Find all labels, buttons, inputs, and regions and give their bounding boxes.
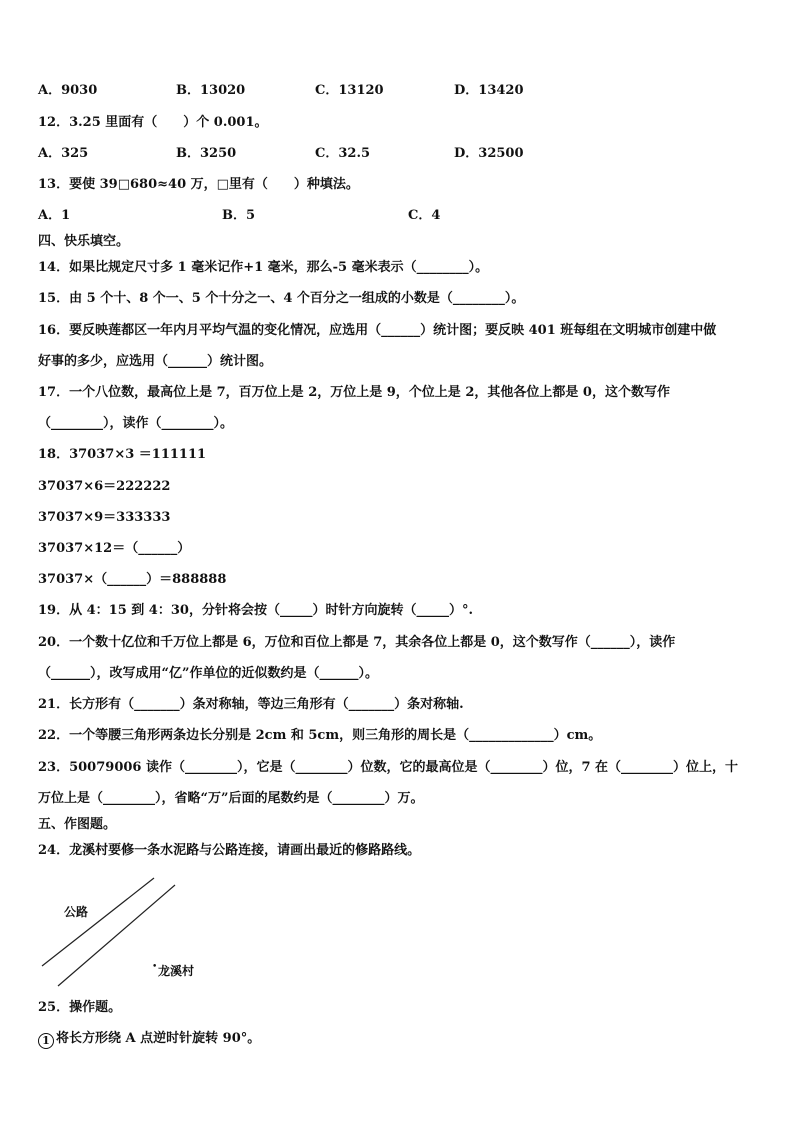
q24-text: 24．龙溪村要修一条水泥路与公路连接，请画出最近的修路路线。 bbox=[38, 843, 421, 858]
q16-line-1: 16．要反映莲都区一年内月平均气温的变化情况，应选用（______）统计图；要反映 401 班每组在文明城市创建中做 bbox=[38, 323, 717, 338]
q12-option-c: C．32.5 bbox=[315, 146, 371, 161]
q18-line-2: 37037×6＝222222 bbox=[38, 479, 171, 494]
q23-line-1: 23．50079006 读作（________），它是（________）位数，它的最高位是（________）位，7 在（________）位上，十 bbox=[38, 760, 739, 775]
q13-option-b: B．5 bbox=[222, 208, 256, 223]
q12-option-b: B．3250 bbox=[176, 146, 237, 161]
q18-line-1: 18．37037×3 ＝111111 bbox=[38, 447, 207, 462]
q25-sub1 bbox=[38, 1030, 260, 1049]
q13-text: 13．要使 39□680≈40 万，□里有（ ）种填法。 bbox=[38, 177, 359, 192]
q12-text: 12．3.25 里面有（ ）个 0.001。 bbox=[38, 115, 268, 130]
section-5-heading: 五、作图题。 bbox=[38, 817, 117, 832]
q12-option-d: D．32500 bbox=[454, 146, 524, 161]
q18-line-5: 37037×（______）＝888888 bbox=[38, 572, 227, 587]
q17-line-1: 17．一个八位数，最高位上是 7，百万位上是 2，万位上是 9，个位上是 2，其他各位上都是 0，这个数写作 bbox=[38, 385, 670, 400]
q11-option-a: A．9030 bbox=[38, 83, 98, 98]
q18-line-3: 37037×9＝333333 bbox=[38, 510, 171, 525]
q25-sub1-text: 将长方形绕 A 点逆时针旋转 90°。 bbox=[56, 1031, 261, 1046]
q16-line-2: 好事的多少，应选用（______）统计图。 bbox=[38, 354, 273, 369]
road-label: 公路 bbox=[64, 905, 89, 919]
q23-line-2: 万位上是（________），省略“万”后面的尾数约是（________）万。 bbox=[38, 791, 424, 806]
village-label: 龙溪村 bbox=[158, 964, 195, 978]
q13-option-c: C．4 bbox=[408, 208, 441, 223]
q11-option-d: D．13420 bbox=[454, 83, 524, 98]
circled-number-1: 1 bbox=[38, 1033, 54, 1049]
q11-option-c: C．13120 bbox=[315, 83, 384, 98]
road-line-1 bbox=[42, 878, 154, 966]
q14-text: 14．如果比规定尺寸多 1 毫米记作+1 毫米，那么-5 毫米表示（________）。 bbox=[38, 260, 489, 275]
q20-line-2: （______），改写成用“亿”作单位的近似数约是（______）。 bbox=[38, 666, 378, 681]
q19-text: 19．从 4：15 到 4：30，分针将会按（_____）时针方向旋转（_____）°. bbox=[38, 603, 473, 618]
q22-text: 22．一个等腰三角形两条边长分别是 2cm 和 5cm，则三角形的周长是（_____________）cm。 bbox=[38, 728, 602, 743]
q17-line-2: （________），读作（________）。 bbox=[38, 416, 234, 431]
q24-figure bbox=[38, 868, 218, 988]
section-4-heading: 四、快乐填空。 bbox=[38, 234, 130, 249]
q18-line-4: 37037×12＝（______） bbox=[38, 541, 191, 556]
q13-option-a: A．1 bbox=[38, 208, 71, 223]
village-dot-icon: • bbox=[152, 962, 158, 972]
q25-text: 25．操作题。 bbox=[38, 1000, 122, 1015]
q20-line-1: 20．一个数十亿位和千万位上都是 6，万位和百位上都是 7，其余各位上都是 0，这个数写作（______），读作 bbox=[38, 635, 676, 650]
q21-text: 21．长方形有（_______）条对称轴，等边三角形有（_______）条对称轴. bbox=[38, 697, 464, 712]
q11-option-b: B．13020 bbox=[176, 83, 246, 98]
q15-text: 15．由 5 个十、8 个一、5 个十分之一、4 个百分之一组成的小数是（________）。 bbox=[38, 291, 525, 306]
q12-option-a: A．325 bbox=[38, 146, 89, 161]
